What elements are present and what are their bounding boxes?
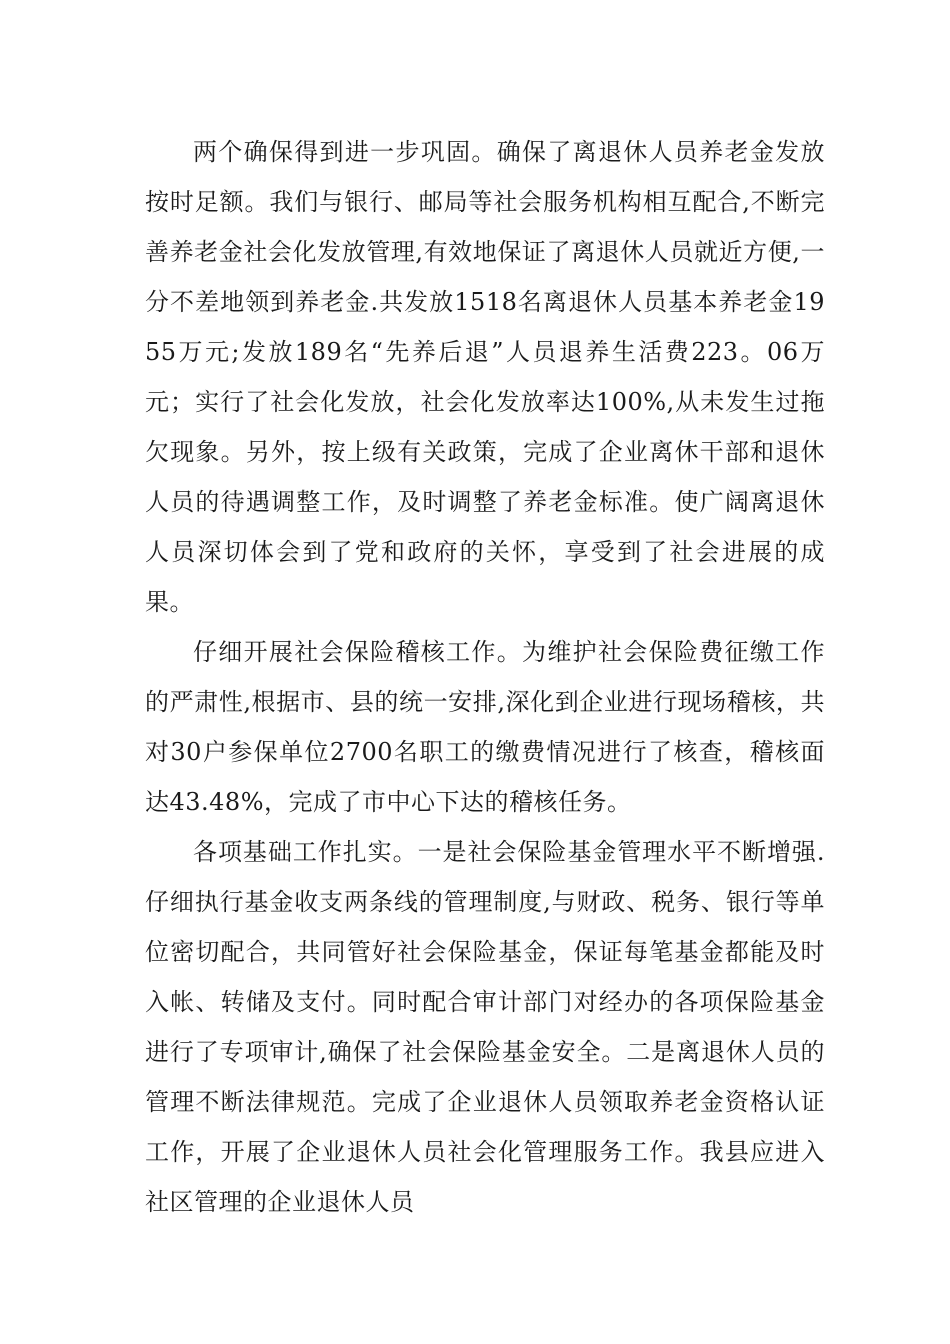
paragraph-audit-work: 仔细开展社会保险稽核工作。为维护社会保险费征缴工作的严肃性,根据市、县的统一安排,深化到企业进行现场稽核，共对30户参保单位2700名职工的缴费情况进行了核查，稽核面达43.48%，完成了市中心下达的稽核任务。 <box>145 638 825 816</box>
paragraph-foundation-work: 各项基础工作扎实。一是社会保险基金管理水平不断增强.仔细执行基金收支两条线的管理制度,与财政、税务、银行等单位密切配合，共同管好社会保险基金，保证每笔基金都能及时入帐、转储及支付。同时配合审计部门对经办的各项保险基金进行了专项审计,确保了社会保险基金安全。二是离退休人员的管理不断法律规范。完成了企业退休人员领取养老金资格认证工作，开展了企业退休人员社会化管理服务工作。我县应进入社区管理的企业退休人员 <box>145 838 825 1216</box>
paragraph-pension-distribution: 两个确保得到进一步巩固。确保了离退休人员养老金发放按时足额。我们与银行、邮局等社会服务机构相互配合,不断完善养老金社会化发放管理,有效地保证了离退休人员就近方便,一分不差地领到养老金.共发放1518名离退休人员基本养老金1955万元;发放189名“先养后退”人员退养生活费223。06万元；实行了社会化发放，社会化发放率达100%,从未发生过拖欠现象。另外，按上级有关政策，完成了企业离休干部和退休人员的待遇调整工作，及时调整了养老金标准。使广阔离退休人员深切体会到了党和政府的关怀，享受到了社会进展的成果。 <box>145 138 825 616</box>
document-body <box>145 127 825 1227</box>
